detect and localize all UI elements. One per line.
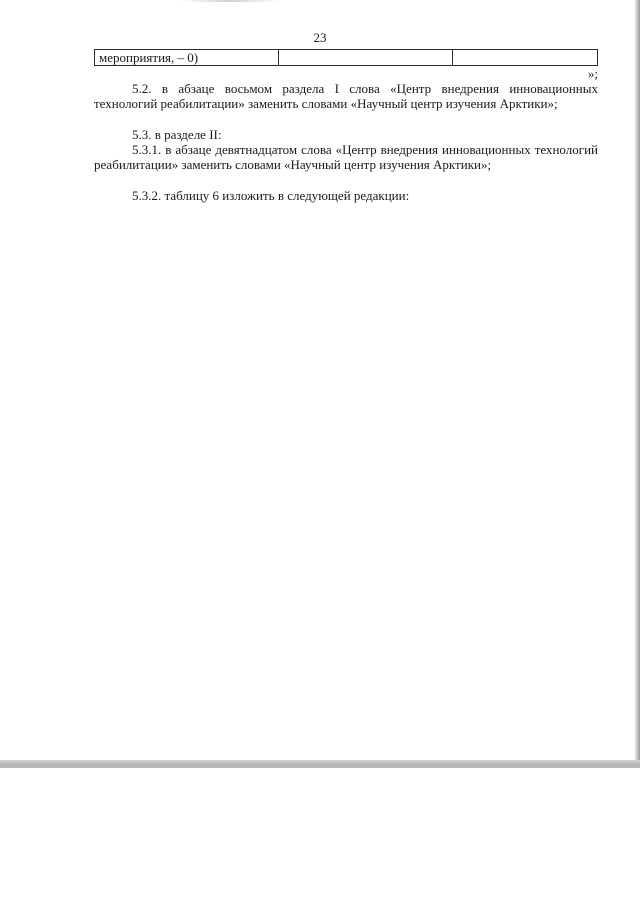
scan-edge-bottom [0,760,640,768]
closing-quote: »; [587,66,598,81]
paragraph-5-3-2: 5.3.2. таблицу 6 изложить в следующей редакции: [132,188,410,203]
paragraph-5-3-1: 5.3.1. в абзаце девятнадцатом слова «Центр внедрения инновационных технологий реабилитации» заменить словами «Научный центр изучения Арктики»; [94,142,598,172]
paragraph-5-3: 5.3. в разделе II: [132,127,222,142]
page-number: 23 [313,30,327,45]
scan-edge-right [634,0,640,768]
table-cell [279,50,453,65]
scan-artifact-top [180,0,280,2]
table-cell: мероприятия, – 0) [95,50,279,65]
paragraph-5-2: 5.2. в абзаце восьмом раздела I слова «Центр внедрения инновационных технологий реабилитации» заменить словами «Научный центр изучения Арктики»; [94,81,598,111]
table-cell [453,50,597,65]
table-row [94,49,598,66]
